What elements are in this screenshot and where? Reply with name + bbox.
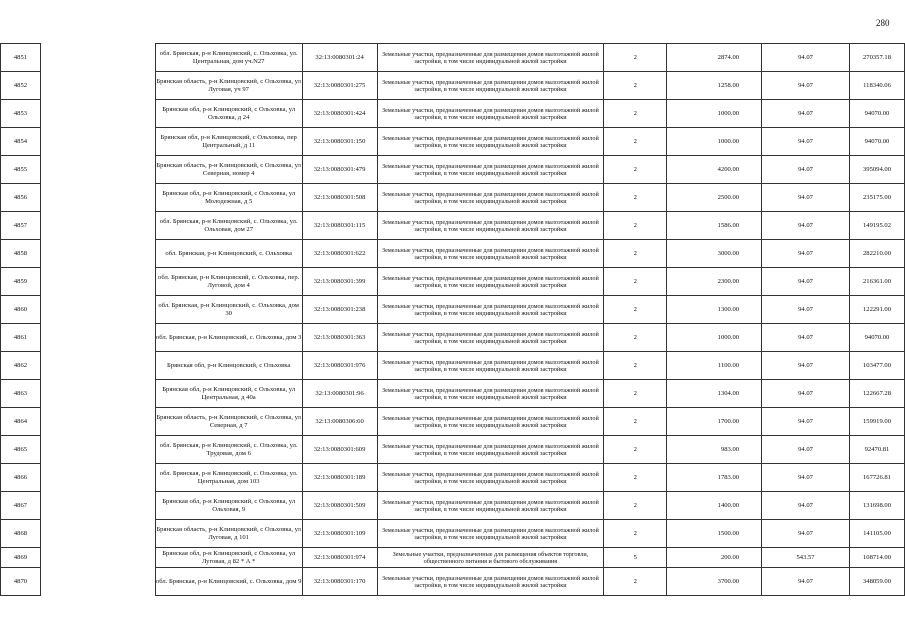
land-use-cell: Земельные участки, предназначенные для размещения домов малоэтажной жилой застройки, в том числе индивидуальной жилой застройки [377, 568, 604, 596]
cadastral-value-cell: 122291.00 [849, 296, 904, 324]
table-row [1, 492, 905, 520]
area-cell: 1258.00 [667, 72, 762, 100]
cadastral-value-cell: 118340.06 [849, 72, 904, 100]
table-row [1, 72, 905, 100]
rate-cell: 94.07 [762, 240, 850, 268]
rate-cell: 94.07 [762, 156, 850, 184]
group-cell: 2 [604, 156, 667, 184]
cadastral-number-cell: 32:13:0080301:509 [302, 492, 377, 520]
group-cell: 2 [604, 464, 667, 492]
address-cell: Брянская обл, р-н Клинцовский, с Ольховка, ул Молодежная, д 5 [155, 184, 302, 212]
cadastral-value-cell: 270357.18 [849, 44, 904, 72]
address-cell: Брянская область, р-н Клинцовский, с Ольховка, ул Луговая, д 101 [155, 520, 302, 548]
area-cell: 3700.00 [667, 568, 762, 596]
row-number-cell: 4868 [1, 520, 41, 548]
area-cell: 1304.00 [667, 380, 762, 408]
cadastral-value-cell: 348059.00 [849, 568, 904, 596]
land-use-cell: Земельные участки, предназначенные для размещения домов малоэтажной жилой застройки, в том числе индивидуальной жилой застройки [377, 296, 604, 324]
gap-cell [40, 296, 155, 324]
cadastral-value-cell: 108714.00 [849, 548, 904, 568]
row-number-cell: 4862 [1, 352, 41, 380]
cadastral-value-cell: 216361.00 [849, 268, 904, 296]
land-use-cell: Земельные участки, предназначенные для размещения домов малоэтажной жилой застройки, в том числе индивидуальной жилой застройки [377, 268, 604, 296]
cadastral-number-cell: 32:13:0080301:976 [302, 352, 377, 380]
cadastral-value-cell: 92470.81 [849, 436, 904, 464]
area-cell: 2500.00 [667, 184, 762, 212]
gap-cell [40, 492, 155, 520]
land-use-cell: Земельные участки, предназначенные для размещения домов малоэтажной жилой застройки, в том числе индивидуальной жилой застройки [377, 100, 604, 128]
row-number-cell: 4864 [1, 408, 41, 436]
area-cell: 1000.00 [667, 128, 762, 156]
table-row [1, 380, 905, 408]
group-cell: 2 [604, 128, 667, 156]
group-cell: 2 [604, 296, 667, 324]
row-number-cell: 4851 [1, 44, 41, 72]
land-use-cell: Земельные участки, предназначенные для размещения домов малоэтажной жилой застройки, в том числе индивидуальной жилой застройки [377, 212, 604, 240]
group-cell: 2 [604, 44, 667, 72]
land-use-cell: Земельные участки, предназначенные для размещения домов малоэтажной жилой застройки, в том числе индивидуальной жилой застройки [377, 408, 604, 436]
land-use-cell: Земельные участки, предназначенные для размещения домов малоэтажной жилой застройки, в том числе индивидуальной жилой застройки [377, 44, 604, 72]
cadastral-number-cell: 32:13:0080301:424 [302, 100, 377, 128]
area-cell: 4200.00 [667, 156, 762, 184]
gap-cell [40, 520, 155, 548]
row-number-cell: 4853 [1, 100, 41, 128]
address-cell: Брянская обл, р-н Клинцовский, с Ольховка, ул Ольховка, д 24 [155, 100, 302, 128]
land-use-cell: Земельные участки, предназначенные для размещения домов малоэтажной жилой застройки, в том числе индивидуальной жилой застройки [377, 520, 604, 548]
group-cell: 2 [604, 380, 667, 408]
land-use-cell: Земельные участки, предназначенные для размещения домов малоэтажной жилой застройки, в том числе индивидуальной жилой застройки [377, 352, 604, 380]
cadastral-value-cell: 122667.28 [849, 380, 904, 408]
group-cell: 2 [604, 324, 667, 352]
table-row [1, 100, 905, 128]
address-cell: Брянская обл, р-н Клинцовский, с Ольховка, ул Центральная, д 40а [155, 380, 302, 408]
table-row [1, 436, 905, 464]
gap-cell [40, 128, 155, 156]
cadastral-number-cell: 32:13:0080301:109 [302, 520, 377, 548]
cadastral-value-cell: 235175.00 [849, 184, 904, 212]
cadastral-number-cell: 32:13:0080301:24 [302, 44, 377, 72]
area-cell: 983.00 [667, 436, 762, 464]
address-cell: Брянская обл, р-н Клинцовский, с Ольховка, ул Луговая, д 82 * А * [155, 548, 302, 568]
row-number-cell: 4856 [1, 184, 41, 212]
group-cell: 2 [604, 408, 667, 436]
page-number: 280 [876, 18, 890, 28]
cadastral-value-cell: 149195.02 [849, 212, 904, 240]
land-use-cell: Земельные участки, предназначенные для размещения домов малоэтажной жилой застройки, в том числе индивидуальной жилой застройки [377, 184, 604, 212]
table-row [1, 520, 905, 548]
gap-cell [40, 352, 155, 380]
group-cell: 5 [604, 548, 667, 568]
address-cell: обл. Брянская, р-н Клинцовский, с. Ольховка, дом 30 [155, 296, 302, 324]
address-cell: обл. Брянская, р-н Клинцовский, с. Ольховка, ул. Трудовая, дом 6 [155, 436, 302, 464]
cadastral-number-cell: 32:13:0080301:170 [302, 568, 377, 596]
gap-cell [40, 212, 155, 240]
area-cell: 1000.00 [667, 100, 762, 128]
cadastral-value-cell: 103477.00 [849, 352, 904, 380]
rate-cell: 94.07 [762, 184, 850, 212]
land-use-cell: Земельные участки, предназначенные для размещения домов малоэтажной жилой застройки, в том числе индивидуальной жилой застройки [377, 380, 604, 408]
rate-cell: 94.07 [762, 100, 850, 128]
row-number-cell: 4854 [1, 128, 41, 156]
rate-cell: 94.07 [762, 296, 850, 324]
address-cell: обл. Брянская, р-н Клинцовский, с. Ольховка, ул. Центральная, дом 103 [155, 464, 302, 492]
land-use-cell: Земельные участки, предназначенные для размещения домов малоэтажной жилой застройки, в том числе индивидуальной жилой застройки [377, 464, 604, 492]
area-cell: 1000.00 [667, 324, 762, 352]
area-cell: 1500.00 [667, 520, 762, 548]
address-cell: обл. Брянская, р-н Клинцовский, с. Ольховка [155, 240, 302, 268]
land-use-cell: Земельные участки, предназначенные для размещения домов малоэтажной жилой застройки, в том числе индивидуальной жилой застройки [377, 128, 604, 156]
gap-cell [40, 408, 155, 436]
area-cell: 2300.00 [667, 268, 762, 296]
area-cell: 2874.00 [667, 44, 762, 72]
cadastral-number-cell: 32:13:0080301:363 [302, 324, 377, 352]
address-cell: обл. Брянская, р-н Клинцовский, с. Ольховка, дом 9 [155, 568, 302, 596]
group-cell: 2 [604, 520, 667, 548]
area-cell: 1400.00 [667, 492, 762, 520]
table-row [1, 324, 905, 352]
rate-cell: 94.07 [762, 380, 850, 408]
land-use-cell: Земельные участки, предназначенные для размещения домов малоэтажной жилой застройки, в том числе индивидуальной жилой застройки [377, 240, 604, 268]
cadastral-value-table [0, 43, 905, 596]
rate-cell: 94.07 [762, 72, 850, 100]
rate-cell: 94.07 [762, 492, 850, 520]
row-number-cell: 4857 [1, 212, 41, 240]
table-row [1, 240, 905, 268]
row-number-cell: 4866 [1, 464, 41, 492]
cadastral-number-cell: 32:13:0080301:150 [302, 128, 377, 156]
gap-cell [40, 568, 155, 596]
table-row [1, 184, 905, 212]
land-use-cell: Земельные участки, предназначенные для размещения объектов торговли, общественного питания и бытового обслуживания [377, 548, 604, 568]
group-cell: 2 [604, 212, 667, 240]
address-cell: Брянская обл, р-н Клинцовский, с Ольховка, ул Ольховая, 9 [155, 492, 302, 520]
gap-cell [40, 44, 155, 72]
area-cell: 1700.00 [667, 408, 762, 436]
cadastral-value-cell: 159919.00 [849, 408, 904, 436]
area-cell: 1300.00 [667, 296, 762, 324]
cadastral-number-cell: 32:13:0080301:238 [302, 296, 377, 324]
gap-cell [40, 100, 155, 128]
cadastral-value-cell: 94070.00 [849, 324, 904, 352]
cadastral-number-cell: 32:13:0080301:974 [302, 548, 377, 568]
table-row [1, 212, 905, 240]
address-cell: обл. Брянская, р-н Клинцовский, с. Ольховка, ул. Центральная, дом уч.N27 [155, 44, 302, 72]
cadastral-value-cell: 94070.00 [849, 100, 904, 128]
table-row [1, 296, 905, 324]
address-cell: Брянская область, р-н Клинцовский, с Ольховка, ул Луговая, уч 97 [155, 72, 302, 100]
cadastral-value-cell: 282210.00 [849, 240, 904, 268]
row-number-cell: 4870 [1, 568, 41, 596]
land-use-cell: Земельные участки, предназначенные для размещения домов малоэтажной жилой застройки, в том числе индивидуальной жилой застройки [377, 492, 604, 520]
group-cell: 2 [604, 268, 667, 296]
group-cell: 2 [604, 184, 667, 212]
gap-cell [40, 240, 155, 268]
address-cell: обл. Брянская, р-н Клинцовский, с. Ольховка, пер. Луговой, дом 4 [155, 268, 302, 296]
gap-cell [40, 436, 155, 464]
group-cell: 2 [604, 240, 667, 268]
gap-cell [40, 72, 155, 100]
row-number-cell: 4860 [1, 296, 41, 324]
gap-cell [40, 548, 155, 568]
group-cell: 2 [604, 492, 667, 520]
table-row [1, 464, 905, 492]
rate-cell: 94.07 [762, 568, 850, 596]
rate-cell: 94.07 [762, 212, 850, 240]
table-row [1, 128, 905, 156]
cadastral-value-cell: 395094.00 [849, 156, 904, 184]
cadastral-number-cell: 32:13:0080301:479 [302, 156, 377, 184]
cadastral-number-cell: 32:13:0080301:275 [302, 72, 377, 100]
row-number-cell: 4863 [1, 380, 41, 408]
land-use-cell: Земельные участки, предназначенные для размещения домов малоэтажной жилой застройки, в том числе индивидуальной жилой застройки [377, 436, 604, 464]
row-number-cell: 4858 [1, 240, 41, 268]
cadastral-number-cell: 32:13:0080301:609 [302, 436, 377, 464]
row-number-cell: 4855 [1, 156, 41, 184]
table-row [1, 408, 905, 436]
rate-cell: 94.07 [762, 352, 850, 380]
area-cell: 1100.00 [667, 352, 762, 380]
land-use-cell: Земельные участки, предназначенные для размещения домов малоэтажной жилой застройки, в том числе индивидуальной жилой застройки [377, 324, 604, 352]
table-row [1, 44, 905, 72]
gap-cell [40, 380, 155, 408]
land-use-cell: Земельные участки, предназначенные для размещения домов малоэтажной жилой застройки, в том числе индивидуальной жилой застройки [377, 72, 604, 100]
address-cell: Брянская обл, р-н Клинцовский, с Ольховка, пер Центральный, д 11 [155, 128, 302, 156]
gap-cell [40, 464, 155, 492]
gap-cell [40, 156, 155, 184]
cadastral-number-cell: 32:13:0080301:399 [302, 268, 377, 296]
cadastral-number-cell: 32:13:0080306:60 [302, 408, 377, 436]
address-cell: Брянская область, р-н Клинцовский, с Ольховка, ул Северная, д 7 [155, 408, 302, 436]
group-cell: 2 [604, 436, 667, 464]
area-cell: 1586.00 [667, 212, 762, 240]
row-number-cell: 4869 [1, 548, 41, 568]
cadastral-number-cell: 32:13:0080301:622 [302, 240, 377, 268]
table-row [1, 352, 905, 380]
group-cell: 2 [604, 100, 667, 128]
rate-cell: 94.07 [762, 436, 850, 464]
cadastral-number-cell: 32:13:0080301:508 [302, 184, 377, 212]
table-row [1, 268, 905, 296]
rate-cell: 94.07 [762, 44, 850, 72]
row-number-cell: 4861 [1, 324, 41, 352]
table-row [1, 156, 905, 184]
area-cell: 1783.00 [667, 464, 762, 492]
gap-cell [40, 184, 155, 212]
gap-cell [40, 324, 155, 352]
rate-cell: 94.07 [762, 464, 850, 492]
rate-cell: 94.07 [762, 324, 850, 352]
row-number-cell: 4867 [1, 492, 41, 520]
address-cell: Брянская обл, р-н Клинцовский, с Ольховка [155, 352, 302, 380]
cadastral-number-cell: 32:13:0080301:96 [302, 380, 377, 408]
address-cell: обл. Брянская, р-н Клинцовский, с. Ольховка, ул. Ольховая, дом 27 [155, 212, 302, 240]
table-row [1, 548, 905, 568]
cadastral-number-cell: 32:13:0080301:115 [302, 212, 377, 240]
rate-cell: 94.07 [762, 408, 850, 436]
cadastral-number-cell: 32:13:0080301:189 [302, 464, 377, 492]
group-cell: 2 [604, 568, 667, 596]
gap-cell [40, 268, 155, 296]
area-cell: 200.00 [667, 548, 762, 568]
row-number-cell: 4852 [1, 72, 41, 100]
rate-cell: 94.07 [762, 128, 850, 156]
table-row [1, 568, 905, 596]
cadastral-value-cell: 167726.81 [849, 464, 904, 492]
rate-cell: 94.07 [762, 268, 850, 296]
rate-cell: 543.57 [762, 548, 850, 568]
land-use-cell: Земельные участки, предназначенные для размещения домов малоэтажной жилой застройки, в том числе индивидуальной жилой застройки [377, 156, 604, 184]
row-number-cell: 4859 [1, 268, 41, 296]
rate-cell: 94.07 [762, 520, 850, 548]
group-cell: 2 [604, 72, 667, 100]
area-cell: 3000.00 [667, 240, 762, 268]
cadastral-value-cell: 141105.00 [849, 520, 904, 548]
table-body [1, 44, 905, 596]
cadastral-value-cell: 131698.00 [849, 492, 904, 520]
group-cell: 2 [604, 352, 667, 380]
cadastral-value-cell: 94070.00 [849, 128, 904, 156]
address-cell: обл. Брянская, р-н Клинцовский, с. Ольховка, дом 3 [155, 324, 302, 352]
address-cell: Брянская область, р-н Клинцовский, с Ольховка, ул Северная, номер 4 [155, 156, 302, 184]
row-number-cell: 4865 [1, 436, 41, 464]
